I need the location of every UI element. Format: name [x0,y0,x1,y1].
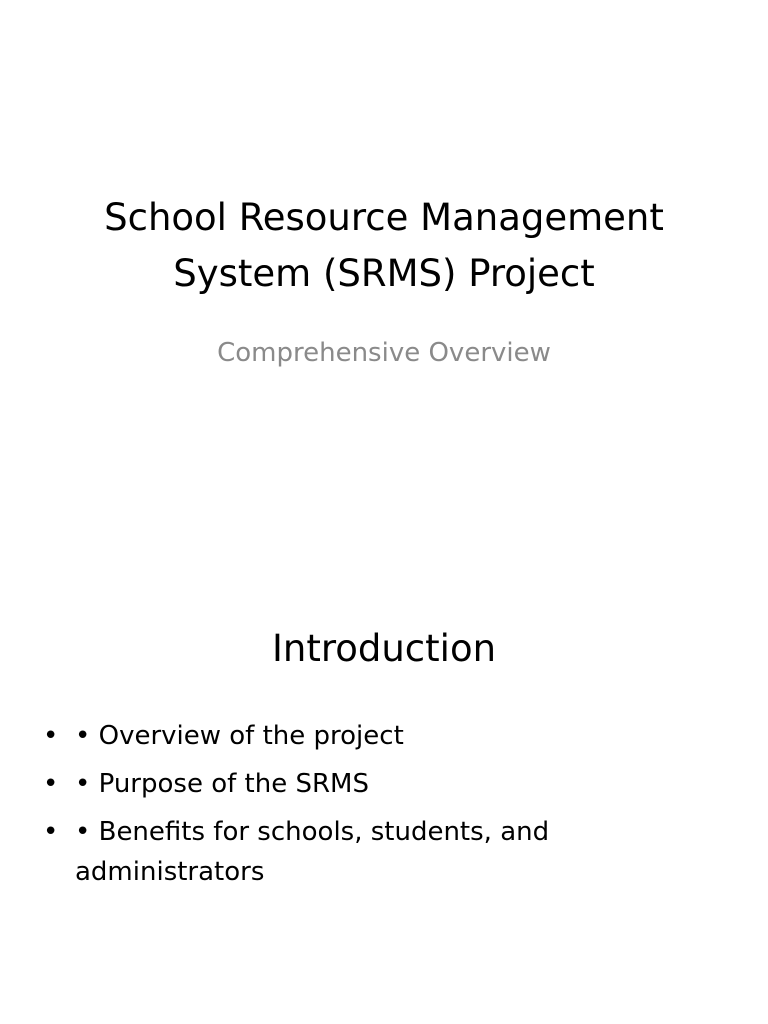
bullet-text: • Overview of the project [75,721,404,751]
bullet-list [40,716,680,900]
introduction-slide [0,512,768,1024]
slide-title: School Resource Management System (SRMS) Project [104,196,664,295]
slide-subtitle: Comprehensive Overview [217,338,551,368]
bullet-marker-icon: • [43,817,59,847]
bullet-item [40,812,680,892]
bullet-text: • Purpose of the SRMS [75,769,369,799]
bullet-item [40,764,680,804]
bullet-marker-icon: • [43,769,59,799]
bullet-marker-icon: • [43,721,59,751]
slide-heading: Introduction [271,627,497,670]
bullet-item [40,716,680,756]
bullet-text: • Benefits for schools, students, and administrators [75,817,550,887]
